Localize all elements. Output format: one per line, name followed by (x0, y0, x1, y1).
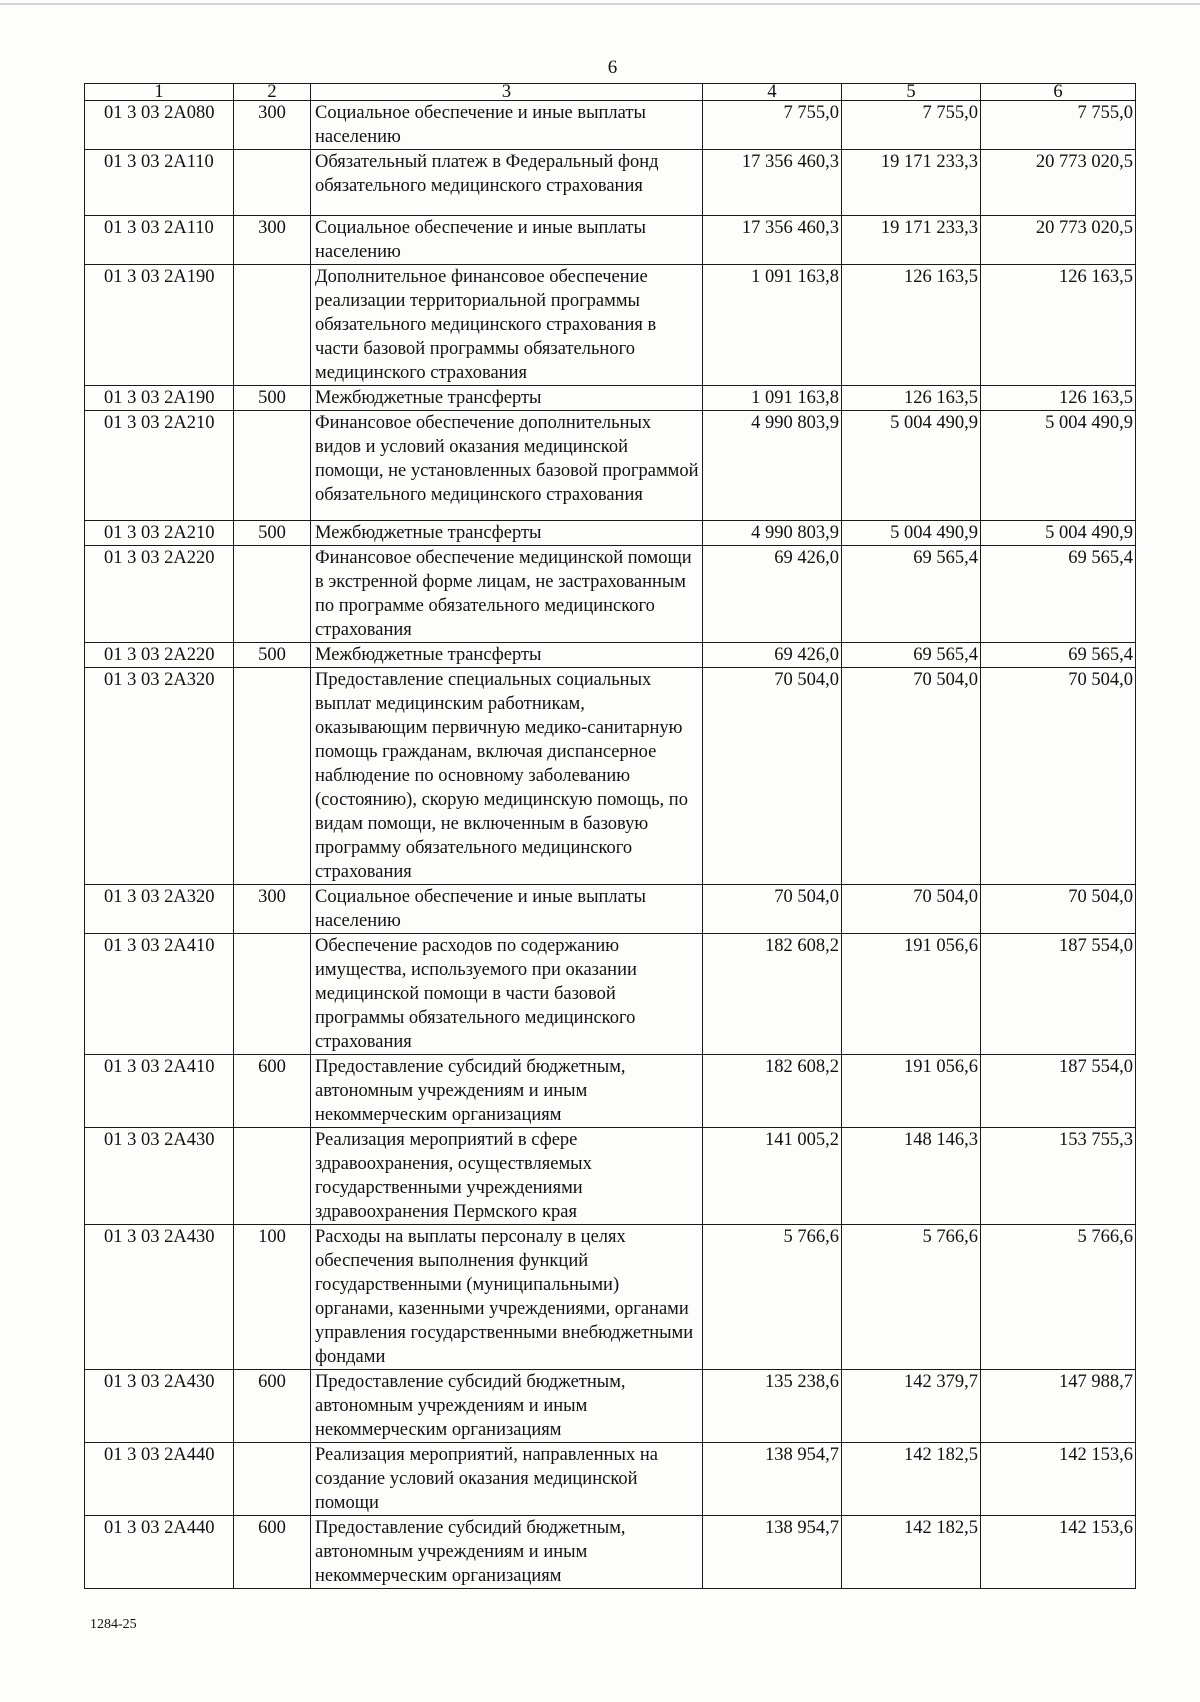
row-expense-kind (234, 1128, 311, 1225)
row-value-col4: 69 426,0 (703, 546, 842, 643)
table-row (85, 885, 1136, 934)
row-code: 01 3 03 2A220 (85, 546, 234, 643)
row-description: Предоставление субсидий бюджетным, автономным учреждениям и иным некоммерческим организациям (311, 1370, 703, 1443)
row-value-col4: 70 504,0 (703, 885, 842, 934)
row-expense-kind: 600 (234, 1516, 311, 1589)
row-value-col4: 17 356 460,3 (703, 150, 842, 216)
row-value-col6: 5 004 490,9 (981, 521, 1136, 546)
table-row (85, 265, 1136, 386)
row-expense-kind: 600 (234, 1055, 311, 1128)
row-value-col4: 7 755,0 (703, 101, 842, 150)
row-code: 01 3 03 2A320 (85, 668, 234, 885)
row-value-col5: 126 163,5 (842, 386, 981, 411)
row-description: Реализация мероприятий в сфере здравоохранения, осуществляемых государственными учреждениями здравоохранения Пермского края (311, 1128, 703, 1225)
row-code: 01 3 03 2A430 (85, 1128, 234, 1225)
row-description: Финансовое обеспечение медицинской помощи в экстренной форме лицам, не застрахованным по программе обязательного медицинского страхования (311, 546, 703, 643)
table-row (85, 1516, 1136, 1589)
table-row (85, 1225, 1136, 1370)
row-value-col5: 70 504,0 (842, 885, 981, 934)
row-value-col4: 135 238,6 (703, 1370, 842, 1443)
row-expense-kind (234, 150, 311, 216)
row-expense-kind: 300 (234, 885, 311, 934)
row-value-col5: 142 379,7 (842, 1370, 981, 1443)
row-value-col6: 126 163,5 (981, 386, 1136, 411)
row-expense-kind: 500 (234, 643, 311, 668)
row-expense-kind: 500 (234, 386, 311, 411)
row-code: 01 3 03 2A410 (85, 934, 234, 1055)
column-header: 6 (981, 84, 1136, 101)
budget-table (84, 83, 1136, 1589)
row-expense-kind (234, 411, 311, 521)
row-value-col4: 138 954,7 (703, 1516, 842, 1589)
table-row (85, 643, 1136, 668)
table-row (85, 216, 1136, 265)
row-value-col4: 182 608,2 (703, 1055, 842, 1128)
row-value-col6: 126 163,5 (981, 265, 1136, 386)
row-description: Финансовое обеспечение дополнительных видов и условий оказания медицинской помощи, не установленных базовой программой обязательного медицинского страхования (311, 411, 703, 521)
row-code: 01 3 03 2A220 (85, 643, 234, 668)
row-expense-kind (234, 934, 311, 1055)
table-row (85, 521, 1136, 546)
row-code: 01 3 03 2A190 (85, 386, 234, 411)
row-value-col6: 187 554,0 (981, 1055, 1136, 1128)
row-value-col6: 7 755,0 (981, 101, 1136, 150)
row-value-col6: 69 565,4 (981, 546, 1136, 643)
table-row (85, 934, 1136, 1055)
row-value-col6: 142 153,6 (981, 1443, 1136, 1516)
row-value-col4: 70 504,0 (703, 668, 842, 885)
row-code: 01 3 03 2A430 (85, 1370, 234, 1443)
row-value-col5: 5 766,6 (842, 1225, 981, 1370)
scan-edge (0, 3, 1200, 5)
row-value-col6: 153 755,3 (981, 1128, 1136, 1225)
row-description: Межбюджетные трансферты (311, 521, 703, 546)
row-expense-kind (234, 668, 311, 885)
row-value-col6: 70 504,0 (981, 668, 1136, 885)
row-value-col6: 69 565,4 (981, 643, 1136, 668)
table-row (85, 1370, 1136, 1443)
row-description: Социальное обеспечение и иные выплаты населению (311, 216, 703, 265)
row-description: Расходы на выплаты персоналу в целях обеспечения выполнения функций государственными (муниципальными) органами, казенными учреждениями, органами управления государственными внебюджетными фондами (311, 1225, 703, 1370)
table-row (85, 668, 1136, 885)
row-value-col4: 141 005,2 (703, 1128, 842, 1225)
row-value-col4: 138 954,7 (703, 1443, 842, 1516)
row-value-col5: 191 056,6 (842, 1055, 981, 1128)
row-value-col4: 182 608,2 (703, 934, 842, 1055)
row-value-col5: 5 004 490,9 (842, 521, 981, 546)
row-expense-kind: 600 (234, 1370, 311, 1443)
row-value-col6: 5 766,6 (981, 1225, 1136, 1370)
row-value-col5: 69 565,4 (842, 643, 981, 668)
table-row (85, 386, 1136, 411)
row-value-col5: 142 182,5 (842, 1443, 981, 1516)
page-number: 6 (607, 57, 618, 78)
table-row (85, 101, 1136, 150)
row-value-col6: 5 004 490,9 (981, 411, 1136, 521)
table-row (85, 1128, 1136, 1225)
row-code: 01 3 03 2A440 (85, 1516, 234, 1589)
row-value-col4: 69 426,0 (703, 643, 842, 668)
row-code: 01 3 03 2A190 (85, 265, 234, 386)
row-description: Обеспечение расходов по содержанию имущества, используемого при оказании медицинской помощи в части базовой программы обязательного медицинского страхования (311, 934, 703, 1055)
row-code: 01 3 03 2A210 (85, 521, 234, 546)
row-expense-kind: 100 (234, 1225, 311, 1370)
row-description: Предоставление специальных социальных выплат медицинским работникам, оказывающим первичную медико-санитарную помощь гражданам, включая диспансерное наблюдение по основному заболеванию (состоянию), скорую медицинскую помощь, по видам помощи, не включенным в базовую программу обязательного медицинского страхования (311, 668, 703, 885)
row-value-col6: 187 554,0 (981, 934, 1136, 1055)
row-expense-kind (234, 1443, 311, 1516)
column-header: 3 (311, 84, 703, 101)
row-value-col6: 20 773 020,5 (981, 216, 1136, 265)
row-description: Межбюджетные трансферты (311, 643, 703, 668)
row-value-col6: 142 153,6 (981, 1516, 1136, 1589)
row-value-col5: 148 146,3 (842, 1128, 981, 1225)
row-expense-kind: 300 (234, 216, 311, 265)
row-code: 01 3 03 2A210 (85, 411, 234, 521)
row-value-col5: 142 182,5 (842, 1516, 981, 1589)
row-value-col5: 5 004 490,9 (842, 411, 981, 521)
row-code: 01 3 03 2A320 (85, 885, 234, 934)
table-row (85, 1443, 1136, 1516)
row-description: Социальное обеспечение и иные выплаты населению (311, 885, 703, 934)
row-expense-kind: 300 (234, 101, 311, 150)
column-header: 2 (234, 84, 311, 101)
row-value-col5: 69 565,4 (842, 546, 981, 643)
row-code: 01 3 03 2A110 (85, 216, 234, 265)
row-code: 01 3 03 2A110 (85, 150, 234, 216)
row-value-col5: 70 504,0 (842, 668, 981, 885)
row-value-col4: 1 091 163,8 (703, 265, 842, 386)
row-description: Социальное обеспечение и иные выплаты населению (311, 101, 703, 150)
row-value-col5: 7 755,0 (842, 101, 981, 150)
row-code: 01 3 03 2A430 (85, 1225, 234, 1370)
row-value-col5: 126 163,5 (842, 265, 981, 386)
row-expense-kind (234, 265, 311, 386)
row-expense-kind: 500 (234, 521, 311, 546)
row-description: Реализация мероприятий, направленных на создание условий оказания медицинской помощи (311, 1443, 703, 1516)
table-row (85, 411, 1136, 521)
row-description: Предоставление субсидий бюджетным, автономным учреждениям и иным некоммерческим организациям (311, 1516, 703, 1589)
table-row (85, 546, 1136, 643)
row-code: 01 3 03 2A080 (85, 101, 234, 150)
row-value-col4: 17 356 460,3 (703, 216, 842, 265)
row-value-col5: 19 171 233,3 (842, 150, 981, 216)
row-value-col4: 1 091 163,8 (703, 386, 842, 411)
row-value-col4: 4 990 803,9 (703, 411, 842, 521)
row-value-col5: 191 056,6 (842, 934, 981, 1055)
document-code: 1284-25 (90, 1617, 137, 1632)
row-description: Предоставление субсидий бюджетным, автономным учреждениям и иным некоммерческим организациям (311, 1055, 703, 1128)
column-header: 4 (703, 84, 842, 101)
row-value-col6: 20 773 020,5 (981, 150, 1136, 216)
row-code: 01 3 03 2A410 (85, 1055, 234, 1128)
row-value-col5: 19 171 233,3 (842, 216, 981, 265)
row-expense-kind (234, 546, 311, 643)
row-description: Дополнительное финансовое обеспечение реализации территориальной программы обязательного медицинского страхования в части базовой программы обязательного медицинского страхования (311, 265, 703, 386)
table-header-row (85, 84, 1136, 101)
row-code: 01 3 03 2A440 (85, 1443, 234, 1516)
column-header: 1 (85, 84, 234, 101)
row-description: Обязательный платеж в Федеральный фонд обязательного медицинского страхования (311, 150, 703, 216)
table-row (85, 150, 1136, 216)
column-header: 5 (842, 84, 981, 101)
row-value-col6: 70 504,0 (981, 885, 1136, 934)
row-value-col6: 147 988,7 (981, 1370, 1136, 1443)
row-value-col4: 5 766,6 (703, 1225, 842, 1370)
table-row (85, 1055, 1136, 1128)
row-value-col4: 4 990 803,9 (703, 521, 842, 546)
row-description: Межбюджетные трансферты (311, 386, 703, 411)
